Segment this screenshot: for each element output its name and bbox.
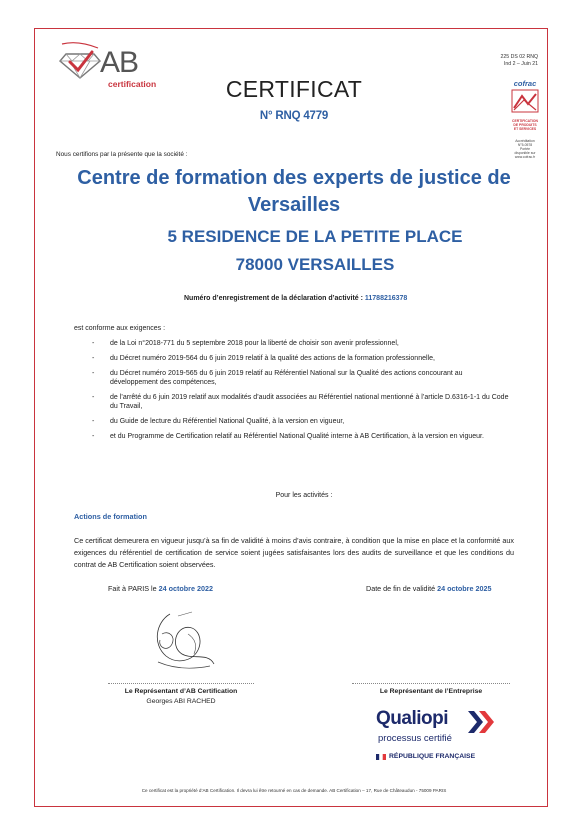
requirements-list [92,339,512,447]
company-name-line-2: Versailles [247,194,341,216]
certificate-title: CERTIFICAT [225,76,363,102]
end-date [366,584,491,593]
cofrac-accr-2: N°5-0578 [517,143,533,147]
activities-label: Pour les activités : [275,492,333,499]
cofrac-label-1: CERTIFICATION [512,119,538,123]
issue-date [108,584,213,593]
end-date-label: Date de fin de validité [366,584,436,593]
logo-brand: AB [100,46,139,79]
certificate-number: N° RNQ 4779 [259,110,329,122]
republique-francaise: RÉPUBLIQUE FRANÇAISE [389,753,476,760]
address-line-1: 5 RESIDENCE DE LA PETITE PLACE [167,227,463,246]
reference-index: Ind 2 – Juin 21 [503,61,538,67]
qualiopi-brand: Qualiopi [376,708,448,729]
representative-ab-name: Georges ABI RACHED [146,698,216,705]
declaration [184,295,407,302]
cofrac-brand: cofrac [513,79,537,88]
cofrac-accr-4: disponible sur [514,151,536,155]
qualiopi-arrows-icon [468,711,496,733]
diamond-icon [58,42,102,80]
reference-code: 225 DS 02 RNQ [500,54,538,60]
intro-text: Nous certifions par la présente que la société : [56,151,188,158]
declaration-label: Numéro d’enregistrement de la déclaration d’activité : [184,295,363,302]
cofrac-accr-5: www.cofrac.fr [514,155,536,159]
signature-line-left [108,683,254,684]
signature-line-right [352,683,510,684]
conformity-intro: est conforme aux exigences : [74,325,166,332]
list-item: - du Guide de lecture du Référentiel National Qualité, à la version en vigueur, [92,417,512,426]
document-reference [501,54,538,68]
list-item: - du Décret numéro 2019-564 du 6 juin 2019 relatif à la qualité des actions de la formation professionnelle, [92,354,512,363]
qualiopi-logo [376,708,506,768]
cofrac-label-2: DE PRODUITS [513,123,537,127]
issue-date-label: Fait à PARIS le [108,584,157,593]
list-item: - du Décret numéro 2019-565 du 6 juin 2019 relatif au Référentiel National sur la Qualité des actions concourant au développement des compétences, [92,369,512,387]
footer-text: Ce certificat est la propriété d’AB Certification. Il devra lui être retourné en cas de demande. AB Certification – 17, Rue de Châteaudun - 75009 PARIS [141,788,447,793]
logo-sub: certification [108,79,157,89]
issue-date-value: 24 octobre 2022 [158,584,213,593]
company-name-line-1: Centre de formation des experts de justice de [77,167,511,189]
activity-name: Actions de formation [74,512,147,521]
qualiopi-tagline: processus certifié [378,733,452,744]
end-date-value: 24 octobre 2025 [437,584,492,593]
signature-icon [148,604,220,676]
address-line-2: 78000 VERSAILLES [235,255,395,274]
representative-company-title: Le Représentant de l’Entreprise [379,688,483,695]
french-flag-icon [376,754,386,760]
validity-text: Ce certificat demeurera en vigueur jusqu’à sa fin de validité à moins d’avis contraire, à condition que la mise en place et la conformité aux exigences du référentiel de certification de service soient jugées satisfaisantes lors des audits de surveillance et que les conditions du contrat de AB Certification soient observées. [74,536,514,569]
list-item: - de la Loi n°2018-771 du 5 septembre 2018 pour la liberté de choisir son avenir professionnel, [92,339,512,348]
list-item: - et du Programme de Certification relatif au Référentiel National Qualité interne à AB Certification, à la version en vigueur. [92,432,512,441]
list-item: - de l’arrêté du 6 juin 2019 relatif aux modalités d’audit associées au Référentiel national mentionné à l’article D.6316-1-1 du Code du Travail, [92,393,512,411]
cofrac-label-3: ET SERVICES [513,127,537,131]
representative-ab-title: Le Représentant d’AB Certification [124,688,238,695]
cofrac-accr-3: Portée [520,147,530,151]
declaration-number: 11788216378 [364,295,408,302]
cofrac-accr-1: Accréditation [515,139,535,143]
